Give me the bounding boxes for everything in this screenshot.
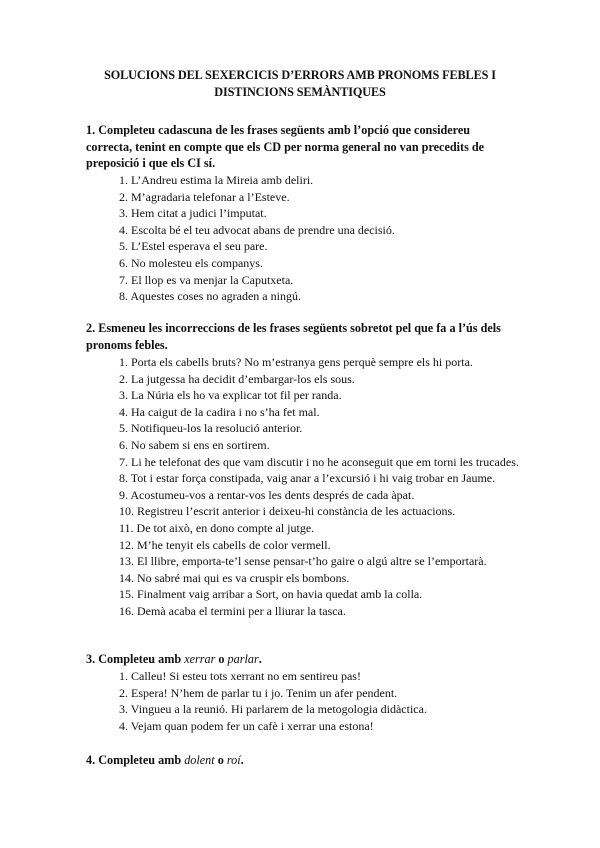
list-item: 6. No sabem si ens en sortirem. (119, 437, 270, 452)
list-item: 5. Notifiqueu-los la resolució anterior. (119, 421, 303, 436)
section-3-heading-pre: 3. Completeu amb (86, 652, 185, 666)
section-3-heading-mid: o (215, 652, 228, 666)
list-item: 16. Demà acaba el termini per a lliurar la tasca. (119, 603, 346, 618)
section-4-heading-post: . (240, 753, 244, 767)
section-4-word-2: roí (226, 753, 241, 767)
section-3-heading (86, 651, 516, 668)
list-item: 3. La Núria els ho va explicar tot fil per randa. (119, 388, 342, 403)
list-item: 2. La jutgessa ha decidit d’embargar-los els sous. (119, 371, 355, 386)
section-4-heading-pre: 4. Completeu amb (86, 753, 185, 767)
list-item: 7. El llop es va menjar la Caputxeta. (119, 272, 294, 287)
list-item: 7. Li he telefonat des que vam discutir i no he aconseguit que em torni les trucades. (119, 454, 519, 469)
list-item: 6. No molesteu els companys. (119, 255, 263, 270)
list-item: 3. Hem citat a judici l’imputat. (119, 206, 267, 221)
list-item: 12. M’he tenyit els cabells de color vermell. (119, 537, 331, 552)
list-item: 15. Finalment vaig arribar a Sort, on havia quedat amb la colla. (119, 587, 423, 602)
list-item: 8. Aquestes coses no agraden a ningú. (119, 289, 301, 304)
list-item: 4. Vejam quan podem fer un cafè i xerrar una estona! (119, 718, 374, 733)
list-item: 1. Porta els cabells bruts? No m’estranya gens perquè sempre els hi porta. (119, 355, 473, 369)
list-item: 4. Ha caigut de la cadira i no s’ha fet mal. (119, 404, 320, 419)
list-item: 4. Escolta bé el teu advocat abans de prendre una decisió. (119, 222, 395, 237)
list-item: 1. L’Andreu estima la Mireia amb deliri. (119, 173, 314, 187)
section-4-heading-mid: o (214, 753, 227, 767)
list-item: 10. Registreu l’escrit anterior i deixeu-hi constància de les actuacions. (119, 504, 456, 519)
list-item: 8. Tot i estar força constipada, vaig anar a l’excursió i hi vaig trobar en Jaume. (119, 471, 496, 486)
list-item: 2. M’agradaria telefonar a l’Esteve. (119, 189, 290, 204)
list-item: 13. El llibre, emporta-te’l sense pensar-t’ho gaire o algú altre se l’emportarà. (119, 554, 487, 569)
section-3-heading-post: . (258, 652, 262, 666)
section-2-heading: 2. Esmeneu les incorreccions de les frases següents sobretot pel que fa a l’ús dels pronoms febles. (86, 321, 501, 352)
section-1-heading: 1. Completeu cadascuna de les frases següents amb l’opció que considereu correcta, tenint en compte que els CD per norma general no van precedits de preposició i que els CI sí. (86, 123, 485, 171)
section-4-word-1: dolent (184, 753, 215, 767)
section-4-heading (86, 752, 516, 769)
list-item: 11. De tot això, en dono compte al jutge. (119, 520, 315, 535)
section-1-list (119, 172, 519, 305)
section-3-word-1: xerrar (184, 652, 216, 666)
section-3-word-2: parlar (227, 652, 259, 666)
list-item: 9. Acostumeu-vos a rentar-vos les dents després de cada àpat. (119, 487, 415, 502)
list-item: 5. L’Estel esperava el seu pare. (119, 239, 268, 254)
title-line-1: SOLUCIONS DEL SEXERCICIS D’ERRORS AMB PRONOMS FEBLES I (104, 68, 496, 82)
list-item: 3. Vingueu a la reunió. Hi parlarem de la metogologia didàctica. (119, 702, 427, 717)
section-3-list (119, 668, 519, 734)
document-title (60, 67, 540, 101)
title-line-2: DISTINCIONS SEMÀNTIQUES (214, 85, 386, 99)
section-2-list (119, 354, 519, 620)
list-item: 1. Calleu! Si esteu tots xerrant no em sentireu pas! (119, 669, 361, 683)
list-item: 14. No sabré mai qui es va cruspir els bombons. (119, 570, 350, 585)
list-item: 2. Espera! N’hem de parlar tu i jo. Tenim un afer pendent. (119, 685, 398, 700)
